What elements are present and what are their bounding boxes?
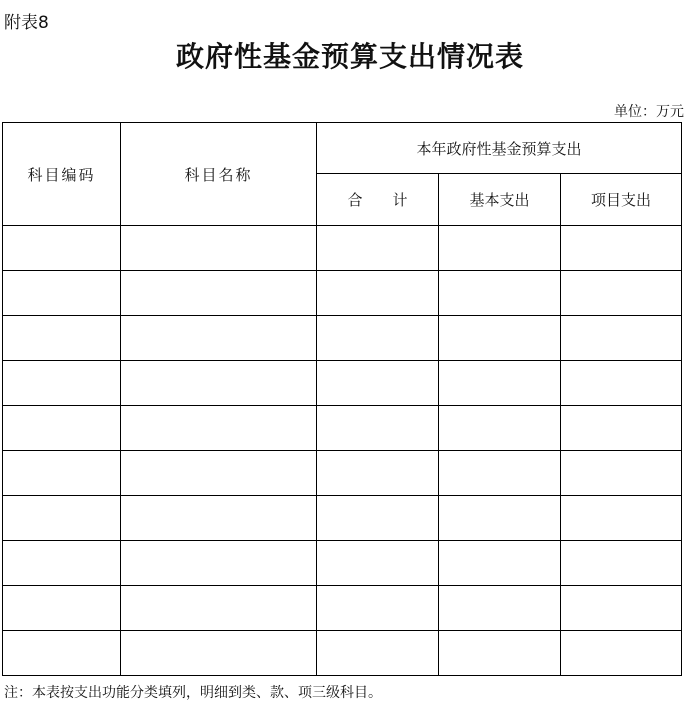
cell-total (317, 541, 439, 586)
cell-subject-name (121, 496, 317, 541)
cell-project-expenditure (561, 496, 682, 541)
cell-total (317, 406, 439, 451)
cell-subject-code (3, 631, 121, 676)
cell-project-expenditure (561, 316, 682, 361)
table-header (3, 123, 682, 226)
page-title: 政府性基金预算支出情况表 (175, 40, 524, 73)
cell-basic-expenditure (439, 451, 561, 496)
header-expenditure-group: 本年政府性基金预算支出 (317, 123, 682, 174)
table-row (3, 496, 682, 541)
cell-total (317, 631, 439, 676)
table-row (3, 406, 682, 451)
cell-basic-expenditure (439, 541, 561, 586)
table-row (3, 631, 682, 676)
cell-subject-name (121, 451, 317, 496)
cell-subject-name (121, 406, 317, 451)
table-row (3, 541, 682, 586)
cell-total (317, 271, 439, 316)
cell-subject-code (3, 496, 121, 541)
cell-subject-name (121, 271, 317, 316)
header-subject-code: 科目编码 (3, 123, 121, 226)
budget-table (2, 122, 682, 676)
cell-project-expenditure (561, 361, 682, 406)
cell-subject-code (3, 406, 121, 451)
footnote: 注：本表按支出功能分类填列，明细到类、款、项三级科目。 (4, 685, 382, 701)
table-row (3, 586, 682, 631)
cell-project-expenditure (561, 226, 682, 271)
cell-subject-code (3, 226, 121, 271)
cell-project-expenditure (561, 406, 682, 451)
cell-basic-expenditure (439, 226, 561, 271)
cell-subject-code (3, 316, 121, 361)
header-basic-expenditure: 基本支出 (439, 174, 561, 226)
cell-subject-code (3, 451, 121, 496)
cell-project-expenditure (561, 586, 682, 631)
header-subject-name: 科目名称 (121, 123, 317, 226)
cell-subject-code (3, 361, 121, 406)
cell-basic-expenditure (439, 271, 561, 316)
table-row (3, 316, 682, 361)
cell-subject-name (121, 631, 317, 676)
cell-subject-code (3, 271, 121, 316)
cell-total (317, 361, 439, 406)
table-row (3, 451, 682, 496)
cell-subject-code (3, 586, 121, 631)
cell-basic-expenditure (439, 631, 561, 676)
table-body (3, 226, 682, 676)
unit-label: 单位：万元 (614, 104, 684, 120)
cell-total (317, 586, 439, 631)
cell-project-expenditure (561, 451, 682, 496)
cell-basic-expenditure (439, 316, 561, 361)
cell-subject-name (121, 541, 317, 586)
cell-project-expenditure (561, 271, 682, 316)
cell-total (317, 496, 439, 541)
cell-subject-name (121, 226, 317, 271)
attachment-label: 附表8 (4, 13, 49, 33)
cell-subject-name (121, 361, 317, 406)
table-row (3, 361, 682, 406)
cell-basic-expenditure (439, 586, 561, 631)
cell-total (317, 451, 439, 496)
header-total: 合 计 (317, 174, 439, 226)
cell-basic-expenditure (439, 406, 561, 451)
cell-total (317, 316, 439, 361)
cell-basic-expenditure (439, 496, 561, 541)
table-row (3, 226, 682, 271)
cell-total (317, 226, 439, 271)
cell-subject-name (121, 316, 317, 361)
cell-subject-name (121, 586, 317, 631)
cell-basic-expenditure (439, 361, 561, 406)
header-project-expenditure: 项目支出 (561, 174, 682, 226)
table-row (3, 271, 682, 316)
cell-project-expenditure (561, 631, 682, 676)
cell-subject-code (3, 541, 121, 586)
cell-project-expenditure (561, 541, 682, 586)
